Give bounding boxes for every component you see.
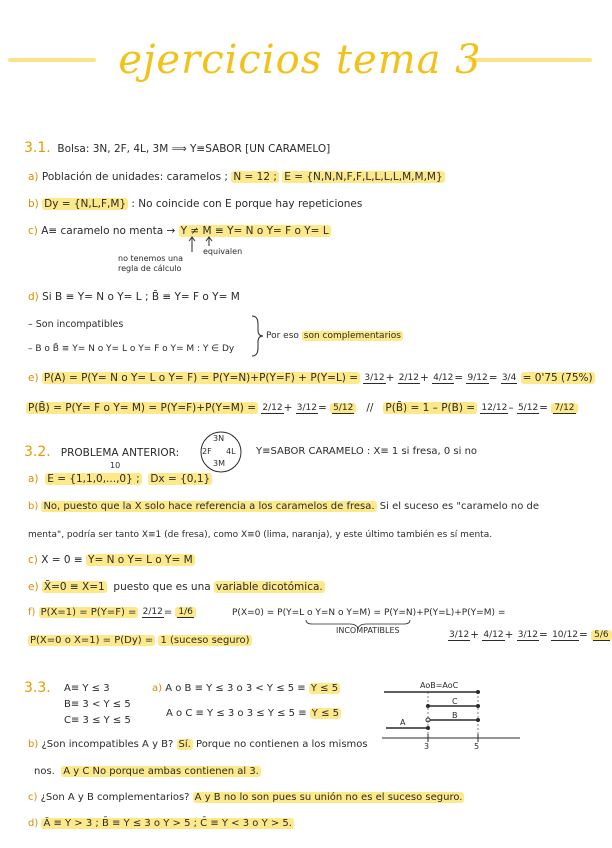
s32-e-label: e) — [28, 581, 39, 593]
s33-b-text: ¿Son incompatibles A y B? — [41, 739, 174, 750]
page-title: ejercicios tema 3 — [118, 37, 482, 83]
s32-circle-l: 4L — [226, 447, 236, 456]
s33-diagram-a: A — [400, 718, 406, 727]
s31-d-label: d) — [28, 291, 39, 303]
s31-a-label: a) — [28, 171, 39, 183]
s31-header: Bolsa: 3N, 2F, 4L, 3M ⟹ Y≡SABOR [UN CARAMELO] — [57, 143, 331, 155]
s32-e-hl: variable dicotómica. — [216, 581, 323, 593]
s33-b-line1 — [28, 738, 368, 752]
s31-d-line2: – B o B̄ ≡ Y= N o Y= L o Y= F o Y= M : Y ∈ Dy — [28, 344, 235, 354]
s32-f2-frac-5-val: 5/6 — [594, 629, 609, 640]
s32-f2-frac-3-val: 3/12 — [517, 629, 538, 640]
s31-e2-frac-3-val: 5/12 — [333, 402, 354, 413]
s32-a-e: E = {1,1,0,...,0} ; — [47, 473, 140, 485]
s33-a-text2: A o C ≡ Y ≤ 3 o 3 ≤ Y ≤ 5 ≡ — [166, 708, 307, 719]
s31-d-right-hl: son complementarios — [303, 331, 401, 341]
s33-b-rest: Porque no contienen a los mismos — [196, 739, 368, 750]
s32-f2-frac-4-val: 10/12 — [552, 629, 579, 640]
s32-b-rest: Si el suceso es "caramelo no de — [379, 501, 539, 512]
s33-d-label: d) — [28, 818, 39, 829]
s33-a-hl2: Y ≤ 5 — [311, 708, 339, 719]
s31-e2b-frac-2-val: 5/12 — [517, 402, 539, 413]
s31-e-frac-3-val: 4/12 — [433, 372, 454, 383]
s33-b-hl2: A y C No porque ambas contienen al 3. — [63, 766, 259, 777]
s32-b-hl: No, puesto que la X solo hace referencia a los caramelos de fresa. — [43, 501, 375, 512]
s32-c-text: X = 0 ≡ — [41, 554, 83, 566]
s32-c-label: c) — [28, 554, 38, 566]
s31-e2b-frac-3-val: 7/12 — [554, 402, 575, 413]
s33-c-hl: A y B no lo son pues su unión no es el suceso seguro. — [194, 792, 463, 803]
s33-c-text: ¿Son A y B complementarios? — [40, 792, 190, 803]
s31-e-frac-2-val: 2/12 — [398, 372, 419, 383]
s32-a-dx: Dx = {0,1} — [150, 473, 211, 485]
s31-e2-sep: // — [366, 402, 374, 414]
s32-b-line2: menta", podría ser tanto X≡1 (de fresa), como X≡0 (lima, naranja), y este último también es sí menta. — [28, 530, 493, 540]
s32-f-px0: P(X=0) = P(Y=L o Y=N o Y=M) = P(Y=N)+P(Y=L)+P(Y=M) = — [232, 608, 506, 618]
s33-c — [28, 791, 464, 805]
s33-b-nos: nos. — [34, 766, 55, 777]
s31-b-text: : No coincide con E porque hay repeticiones — [131, 198, 363, 210]
s31-e2-frac-1-val: 2/12 — [262, 402, 283, 413]
s33-a-hl1: Y ≤ 5 — [310, 683, 339, 694]
s31-e2-pb-alt: P(B̄) = 1 – P(B) = — [385, 402, 476, 414]
s31-number: 3.1. — [24, 140, 51, 156]
s32-c-hl: Y= N o Y= L o Y= M — [88, 554, 193, 566]
s33-c-label: c) — [28, 792, 38, 803]
s31-e-frac-4-val: 9/12 — [467, 372, 488, 383]
s33-b-label: b) — [28, 739, 39, 750]
s32-f-px1: P(X=1) = P(Y=F) = — [40, 607, 137, 618]
s33-d — [28, 817, 294, 831]
s32-circle-m: 3M — [213, 459, 225, 468]
s32-f2-frac-2-val: 4/12 — [483, 629, 504, 640]
s31-e-result: = 0'75 (75%) — [522, 372, 593, 384]
s31-a-text: Población de unidades: caramelos ; — [41, 171, 228, 183]
s33-diagram-tick-3: 3 — [424, 742, 430, 751]
s33-def-c: C≡ 3 ≤ Y ≤ 5 — [64, 715, 131, 726]
s31-e2-frac-2-val: 3/12 — [296, 402, 317, 413]
s33-d-text: Ā ≡ Y > 3 ; B̄ ≡ Y ≤ 3 o Y > 5 ; C̄ ≡ Y < 3 o Y > 5. — [43, 818, 292, 829]
s31-e-label: e) — [28, 372, 39, 384]
s31-e-pa: P(A) = P(Y= N o Y= L o Y= F) = P(Y=N)+P(Y=F) + P(Y=L) = — [43, 372, 359, 384]
s32-f-label: f) — [28, 607, 36, 618]
s32-header: PROBLEMA ANTERIOR: — [60, 447, 180, 459]
s33-diagram-b: B — [452, 711, 458, 720]
s31-d-right-text: Por eso — [266, 331, 299, 341]
s32-f-incomp: INCOMPATIBLES — [336, 626, 400, 635]
s33-diagram-c: C — [452, 697, 458, 706]
s31-e-line1: e) P(A) = P(Y= N o Y= L o Y= F) = P(Y=N)+P(Y=F) + P(Y=L) = 3/12 + 2/12 + 4/12 = 9/12 = 3/4 = 0'75 (75%) — [28, 372, 593, 384]
s32-f2-frac-1-val: 3/12 — [449, 629, 470, 640]
s31-a-e: E = {N,N,N,F,F,L,L,L,L,M,M,M} — [284, 171, 443, 183]
s33-a-text1: A o B ≡ Y ≤ 3 o 3 < Y ≤ 5 ≡ — [165, 683, 306, 694]
s32-a-over: 10 — [110, 461, 121, 470]
s31-e-line2: P(B̄) = P(Y= F o Y= M) = P(Y=F)+P(Y=M) = 2/12 + 3/12 = 5/12 // P(B̄) = 1 – P(B) = 12/12 – 5/12 = 7/12 — [26, 401, 578, 415]
s32-a-label: a) — [28, 473, 39, 485]
s31-c-note2: regla de cálculo — [118, 264, 182, 273]
s32-e-rest: puesto que es una — [113, 581, 211, 593]
s32-f-pdy-hl: 1 (suceso seguro) — [160, 635, 250, 646]
s32-circle-n: 3N — [213, 434, 225, 443]
s31-e-pb: P(B̄) = P(Y= F o Y= M) = P(Y=F)+P(Y=M) = — [28, 402, 257, 414]
s33-diagram-tick-5: 5 — [474, 742, 480, 751]
s31-d-line1: – Son incompatibles — [28, 319, 124, 330]
s32-f-frac-1-val: 2/12 — [142, 606, 163, 617]
s31-c-text: A≡ caramelo no menta → — [41, 225, 176, 237]
s31-b-label: b) — [28, 198, 39, 210]
s32-f-pdy: P(X=0 o X=1) = P(Dy) = — [30, 635, 154, 646]
s31-e-frac-5-val: 3/4 — [501, 372, 517, 383]
s31-a-n: N = 12 ; — [233, 171, 277, 183]
s32-number: 3.2. — [24, 444, 51, 460]
s33-diagram-top: AoB=AoC — [420, 681, 459, 690]
s33-number: 3.3. — [24, 680, 51, 696]
s31-c-equiv: equivalen — [203, 247, 243, 256]
s32-f-line1: f) P(X=1) = P(Y=F) = 2/12 = 1/6 — [28, 606, 196, 620]
s31-c-note1: no tenemos una — [118, 254, 183, 263]
s32-header2: Y≡SABOR CARAMELO : X≡ 1 si fresa, 0 si no — [256, 446, 478, 457]
s33-def-a: A≡ Y ≤ 3 — [64, 683, 110, 694]
s31-c-label: c) — [28, 225, 38, 237]
s31-b-dy: Dy = {N,L,F,M} — [44, 198, 127, 210]
s31-e-frac-1-val: 3/12 — [364, 372, 385, 383]
s32-f-frac-2-val: 1/6 — [178, 606, 193, 617]
s31-e2b-frac-1-val: 12/12 — [481, 402, 508, 413]
s32-circle-f: 2F — [202, 447, 212, 456]
s32-b-label: b) — [28, 501, 39, 512]
s31-c-hl: Y ≠ M ≡ Y= N o Y= F o Y= L — [180, 225, 329, 237]
s33-b-hl: Sí. — [178, 739, 191, 750]
s33-b-line2 — [34, 765, 261, 779]
s31-d-text: Si B ≡ Y= N o Y= L ; B̄ ≡ Y= F o Y= M — [42, 291, 240, 303]
s32-f-fracs2: 3/12 + 4/12 + 3/12 = 10/12 = 5/6 — [448, 628, 612, 642]
s32-e-text: X̄=0 ≡ X=1 — [43, 581, 105, 593]
s33-def-b: B≡ 3 < Y ≤ 5 — [64, 699, 131, 710]
s33-a-label: a) — [152, 683, 163, 694]
